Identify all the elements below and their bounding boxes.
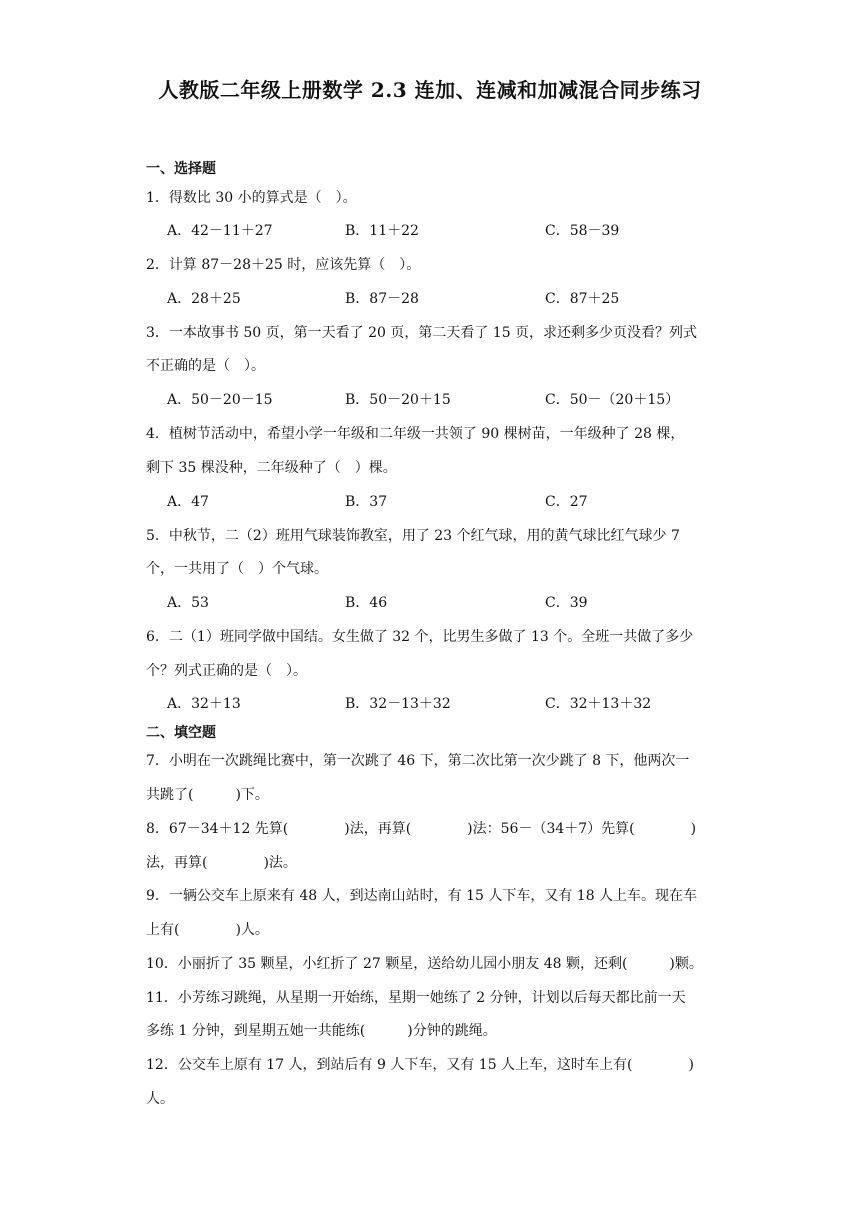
question-6-option-c: C．32＋13＋32: [545, 696, 652, 712]
question-1-option-c: C．58－39: [545, 223, 620, 239]
question-12-line-2: 人。: [146, 1091, 174, 1107]
question-11-line-2: 多练 1 分钟，到星期五她一共能练( )分钟的跳绳。: [146, 1023, 497, 1039]
question-7-line-1: 7．小明在一次跳绳比赛中，第一次跳了 46 下，第二次比第一次少跳了 8 下，他两次一: [146, 753, 690, 769]
question-4-option-c: C．27: [545, 494, 588, 510]
question-2-stem: 2．计算 87－28＋25 时，应该先算（ ）。: [146, 257, 421, 273]
question-1-stem: 1．得数比 30 小的算式是（ ）。: [146, 190, 357, 206]
question-2-option-c: C．87＋25: [545, 291, 620, 307]
question-6-stem-line-1: 6．二（1）班同学做中国结。女生做了 32 个，比男生多做了 13 个。全班一共做了多少: [146, 629, 694, 645]
section-heading-choice: 一、选择题: [146, 161, 216, 177]
question-4-option-a: A．47: [167, 494, 209, 510]
question-9-line-2: 上有( )人。: [146, 922, 269, 938]
question-4-stem-line-1: 4．植树节活动中，希望小学一年级和二年级一共领了 90 棵树苗，一年级种了 28 棵，: [146, 426, 685, 442]
question-2-option-b: B．87－28: [345, 291, 419, 307]
question-5-option-a: A．53: [167, 595, 209, 611]
question-5-option-c: C．39: [545, 595, 588, 611]
question-10-line-1: 10．小丽折了 35 颗星，小红折了 27 颗星，送给幼儿园小朋友 48 颗，还剩( )颗。: [146, 956, 703, 972]
question-6-option-a: A．32＋13: [167, 696, 241, 712]
question-3-stem-line-2: 不正确的是（ ）。: [146, 358, 265, 374]
question-7-line-2: 共跳了( )下。: [146, 787, 269, 803]
question-5-stem-line-1: 5．中秋节，二（2）班用气球装饰教室，用了 23 个红气球，用的黄气球比红气球少 7: [146, 528, 680, 544]
question-6-stem-line-2: 个？列式正确的是（ ）。: [146, 663, 307, 679]
question-4-option-b: B．37: [345, 494, 388, 510]
question-8-line-2: 法，再算( )法。: [146, 855, 297, 871]
section-heading-fill: 二、填空题: [146, 725, 216, 741]
question-11-line-1: 11．小芳练习跳绳，从星期一开始练，星期一她练了 2 分钟，计划以后每天都比前一天: [146, 990, 686, 1006]
question-1-option-b: B．11＋22: [345, 223, 419, 239]
question-6-option-b: B．32－13＋32: [345, 696, 451, 712]
question-5-option-b: B．46: [345, 595, 388, 611]
page-title: 人教版二年级上册数学 2.3 连加、连减和加减混合同步练习: [158, 78, 702, 102]
question-3-option-b: B．50－20＋15: [345, 392, 451, 408]
question-3-stem-line-1: 3．一本故事书 50 页，第一天看了 20 页，第二天看了 15 页，求还剩多少页没看？列式: [146, 325, 698, 341]
question-12-line-1: 12．公交车上原有 17 人，到站后有 9 人下车，又有 15 人上车，这时车上有( ): [146, 1057, 694, 1073]
question-2-option-a: A．28＋25: [167, 291, 241, 307]
question-5-stem-line-2: 个，一共用了（ ）个气球。: [146, 561, 328, 577]
question-4-stem-line-2: 剩下 35 棵没种，二年级种了（ ）棵。: [146, 460, 397, 476]
question-3-option-c: C．50－（20＋15）: [545, 392, 680, 408]
question-3-option-a: A．50－20－15: [167, 392, 273, 408]
question-8-line-1: 8．67－34＋12 先算( )法，再算( )法：56－（34＋7）先算( ): [146, 821, 697, 837]
question-1-option-a: A．42－11＋27: [167, 223, 273, 239]
question-9-line-1: 9．一辆公交车上原来有 48 人，到达南山站时，有 15 人下车，又有 18 人上车。现在车: [146, 888, 698, 904]
